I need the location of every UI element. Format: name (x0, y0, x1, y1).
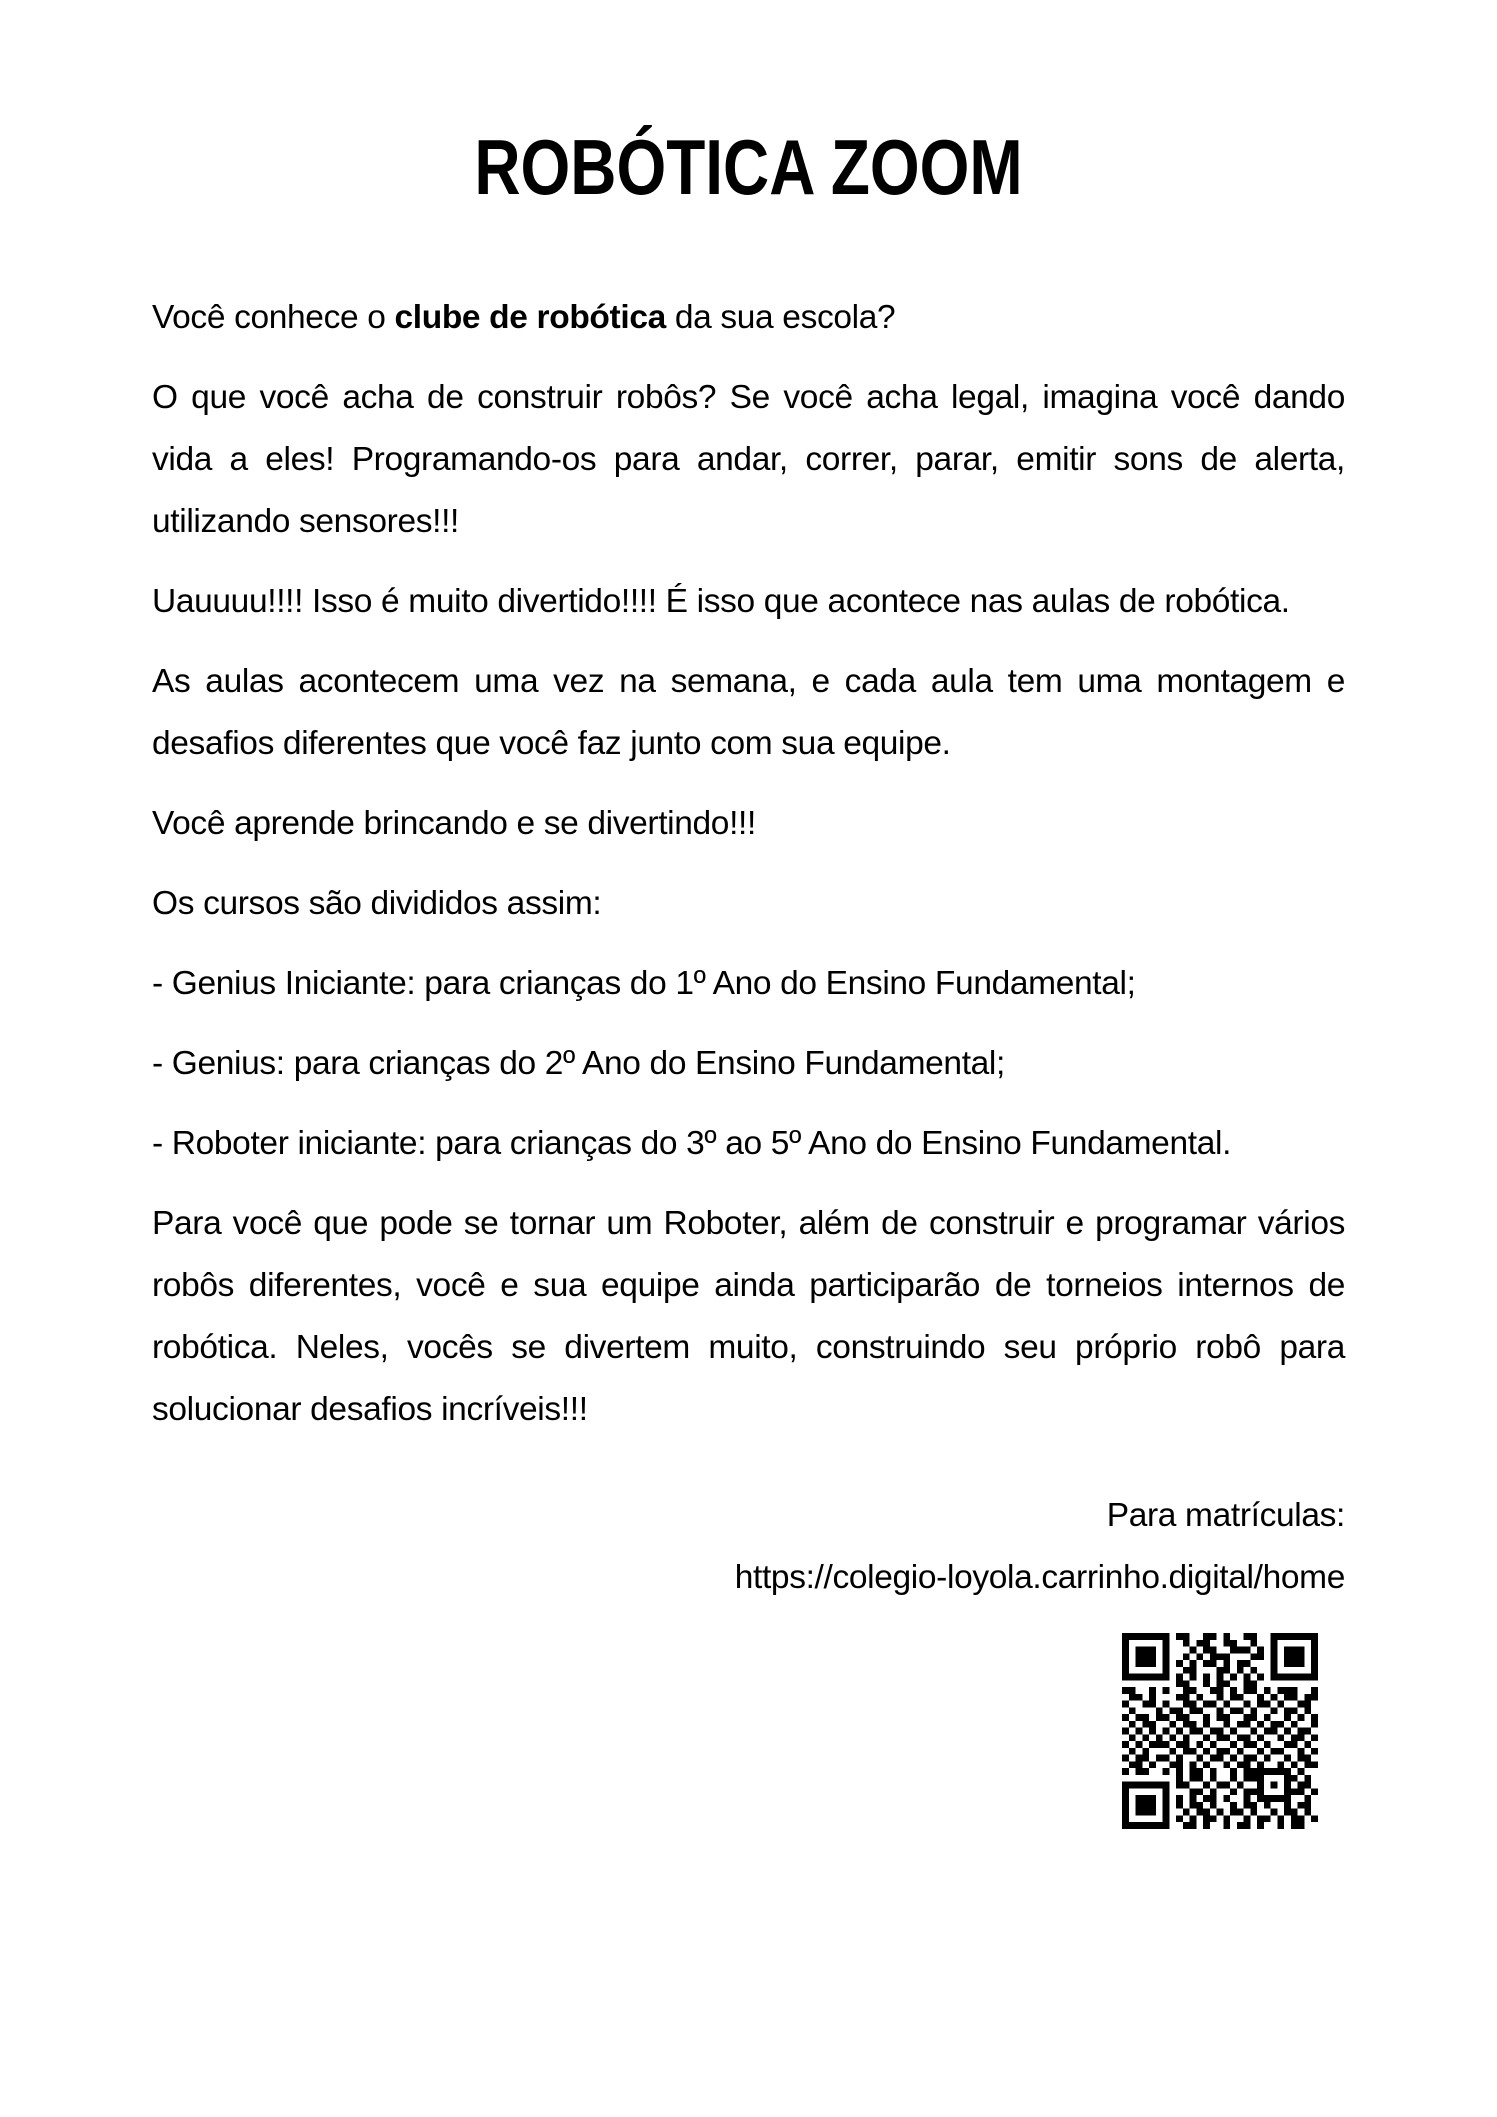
course-list-item-genius-iniciante: - Genius Iniciante: para crianças do 1º Ano do Ensino Fundamental; (152, 965, 1136, 1002)
body-paragraph-fun: Uauuuu!!!! Isso é muito divertido!!!! É isso que acontece nas aulas de robótica. (152, 583, 1290, 620)
body-paragraph-learn-playing: Você aprende brincando e se divertindo!!! (152, 805, 756, 842)
qr-code (1122, 1633, 1318, 1829)
courses-intro-paragraph: Os cursos são divididos assim: (152, 885, 602, 922)
body-paragraph-tournaments: Para você que pode se tornar um Roboter, além de construir e programar vários robôs diferentes, você e sua equipe ainda participarão de torneios internos de robótica. Neles, vocês se divertem muito, construindo seu próprio robô para solucionar desafios incríveis!!! (152, 1205, 1345, 1428)
document-body (152, 287, 1345, 1829)
body-paragraph-classes: As aulas acontecem uma vez na semana, e cada aula tem uma montagem e desafios diferentes que você faz junto com sua equipe. (152, 663, 1345, 762)
question-pre-text: Você conhece o (152, 299, 395, 336)
body-paragraph-build-robots: O que você acha de construir robôs? Se você acha legal, imagina você dando vida a eles! Programando-os para andar, correr, parar, emitir sons de alerta, utilizando sensores!!! (152, 379, 1345, 540)
robotics-club-bold-text: clube de robótica (394, 299, 666, 336)
course-list-item-genius: - Genius: para crianças do 2º Ano do Ensino Fundamental; (152, 1045, 1005, 1082)
enrollment-url-link[interactable]: https://colegio-loyola.carrinho.digital/home (734, 1559, 1345, 1596)
page-title: ROBÓTICA ZOOM (474, 123, 1023, 211)
enrollment-label: Para matrículas: (1106, 1497, 1345, 1534)
course-list-item-roboter-iniciante: - Roboter iniciante: para crianças do 3º ao 5º Ano do Ensino Fundamental. (152, 1125, 1232, 1162)
question-paragraph (152, 287, 1345, 349)
enrollment-block (152, 1485, 1345, 1609)
question-post-text: da sua escola? (665, 299, 896, 336)
